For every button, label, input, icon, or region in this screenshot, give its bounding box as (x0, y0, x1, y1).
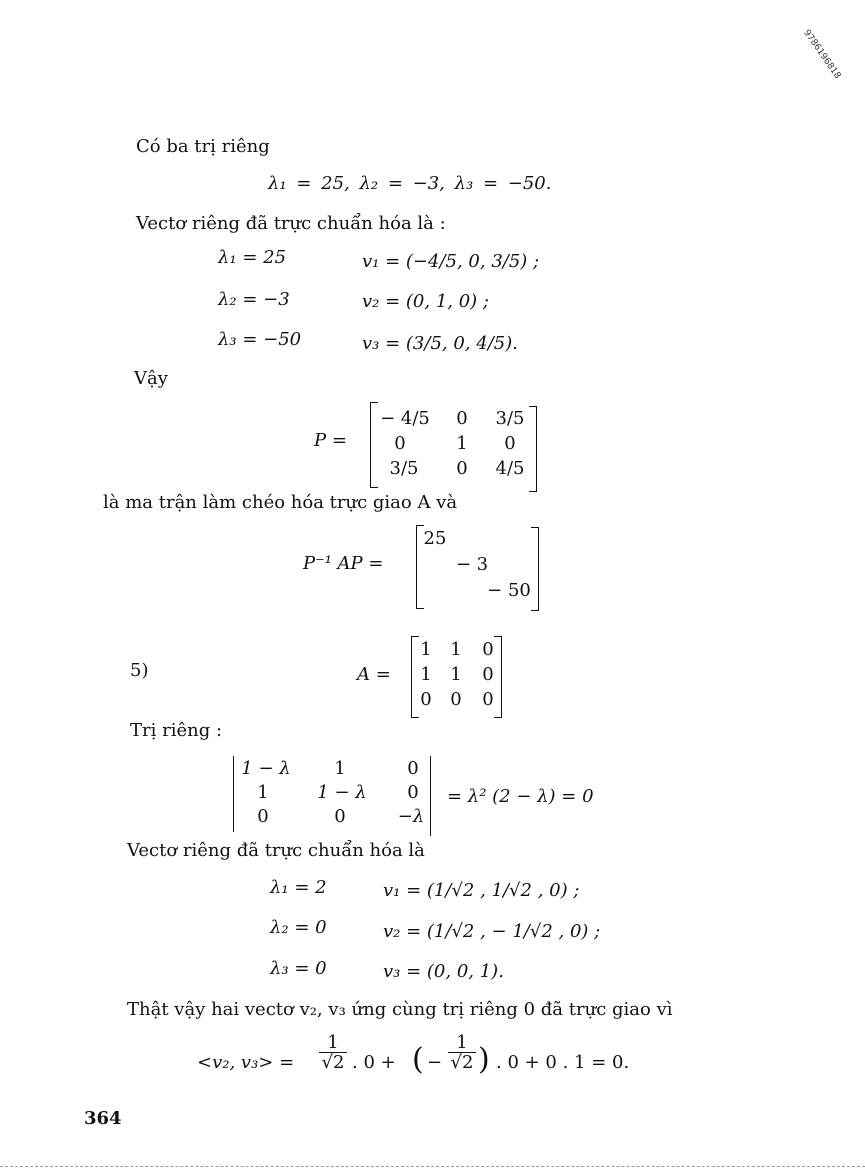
inner-product-mid: . 0 + (352, 1052, 396, 1073)
PAP-label: P⁻¹ AP = (303, 553, 384, 574)
fraction-2-denominator: √2 (450, 1052, 474, 1073)
P-cell: 0 (456, 408, 468, 429)
eigen-row-3-vector: v₃ = (3/5, 0, 4/5). (362, 333, 518, 354)
eigen-row-3-lambda: λ₃ = −50 (218, 329, 302, 350)
D-cell: − 3 (455, 554, 489, 575)
fraction-2-numerator: 1 (448, 1034, 476, 1053)
vectors-title-2: Vectơ riêng đã trực chuẩn hóa là (127, 840, 425, 861)
A-cell: 0 (450, 689, 462, 710)
eigen-row-2-vector: v₂ = (0, 1, 0) ; (362, 291, 489, 312)
det-cell: 0 (257, 806, 269, 827)
D-right-bracket (531, 527, 539, 611)
A-cell: 1 (420, 639, 432, 660)
P-cell: 4/5 (495, 458, 525, 479)
det-cell: 1 − λ (241, 758, 291, 779)
A-cell: 1 (450, 664, 462, 685)
eigen2-row-3-vector: v₃ = (0, 0, 1). (383, 961, 504, 982)
D-cell: 25 (423, 528, 447, 549)
P-cell: 1 (456, 433, 468, 454)
P-label: P = (314, 430, 347, 451)
det-cell: 0 (407, 782, 419, 803)
eigen2-row-3-lambda: λ₃ = 0 (270, 958, 327, 979)
eigen2-row-2-vector: v₂ = (1/√2 , − 1/√2 , 0) ; (383, 921, 601, 942)
P-cell: 3/5 (389, 458, 419, 479)
fraction-1-numerator: 1 (319, 1034, 347, 1053)
A-cell: 1 (420, 664, 432, 685)
A-label: A = (357, 664, 391, 685)
det-cell: 1 (257, 782, 269, 803)
eigen-row-1-lambda: λ₁ = 25 (218, 247, 287, 268)
A-cell: 0 (482, 689, 494, 710)
eigen-row-2-lambda: λ₂ = −3 (218, 289, 290, 310)
inner-product-end: . 0 + 0 . 1 = 0. (496, 1052, 630, 1073)
paren-open: ( (412, 1042, 424, 1077)
P-cell: 3/5 (495, 408, 525, 429)
conclusion-text: Thật vậy hai vectơ v₂, v₃ ứng cùng trị riêng 0 đã trực giao vì (127, 999, 673, 1020)
fraction-1 (319, 1034, 347, 1073)
det-left-bar (233, 756, 234, 832)
diag-text: là ma trận làm chéo hóa trực giao A và (103, 492, 458, 513)
fraction-1-denominator: √2 (321, 1052, 345, 1073)
det-cell: −λ (397, 806, 425, 827)
eigen2-row-1-lambda: λ₁ = 2 (270, 877, 327, 898)
inner-product-lhs: <v₂, v₃> = (197, 1052, 295, 1073)
page-number: 364 (84, 1108, 122, 1129)
det-cell: 0 (407, 758, 419, 779)
det-cell: 0 (334, 806, 346, 827)
intro-text: Có ba trị riêng (136, 136, 270, 157)
det-cell: 1 (334, 758, 346, 779)
P-cell: − 4/5 (380, 408, 430, 429)
D-cell: − 50 (487, 580, 531, 601)
eigenvalues-line: λ₁ = 25, λ₂ = −3, λ₃ = −50. (268, 173, 552, 194)
A-cell: 1 (450, 639, 462, 660)
P-cell: 0 (394, 433, 406, 454)
A-cell: 0 (482, 664, 494, 685)
P-cell: 0 (456, 458, 468, 479)
fraction-2 (448, 1034, 476, 1073)
det-result: = λ² (2 − λ) = 0 (447, 786, 594, 807)
problem-number: 5) (130, 660, 149, 681)
eig-title: Trị riêng : (130, 720, 223, 741)
eigen-row-1-vector: v₁ = (−4/5, 0, 3/5) ; (362, 251, 540, 272)
A-cell: 0 (420, 689, 432, 710)
vectors-title: Vectơ riêng đã trực chuẩn hóa là : (136, 213, 446, 234)
eigen2-row-2-lambda: λ₂ = 0 (270, 917, 327, 938)
page-bottom-rule (0, 1166, 865, 1167)
vay-text: Vậy (134, 368, 168, 389)
det-right-bar (430, 756, 431, 836)
minus-sign: − (427, 1052, 443, 1073)
det-cell: 1 − λ (317, 782, 367, 803)
eigen2-row-1-vector: v₁ = (1/√2 , 1/√2 , 0) ; (383, 880, 580, 901)
P-right-bracket (529, 406, 537, 492)
P-cell: 0 (504, 433, 516, 454)
A-cell: 0 (482, 639, 494, 660)
library-stamp: 9786196818 (801, 28, 843, 81)
paren-close: ) (478, 1042, 490, 1077)
